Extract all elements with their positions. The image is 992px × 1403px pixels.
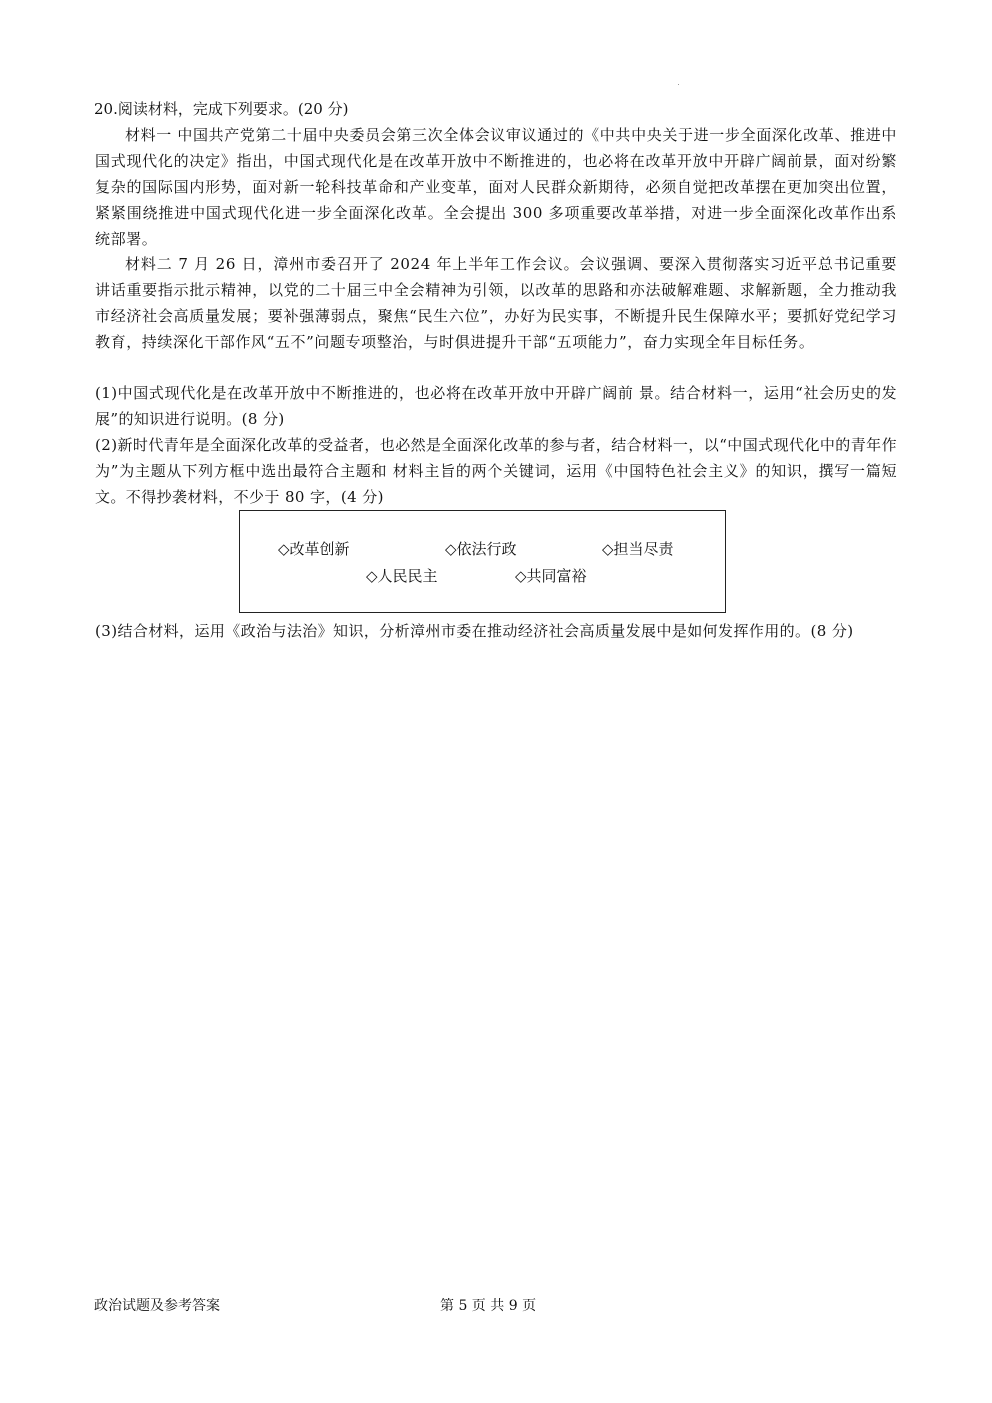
footer-document-title: 政治试题及参考答案	[94, 1298, 220, 1314]
sub-question-2: (2)新时代青年是全面深化改革的受益者，也必然是全面深化改革的参与者，结合材料一，以“中国式现代化中的青年作为”为主题从下列方框中选出最符合主题和 材料主旨的两个关键词，运用《中国特色社会主义》的知识，撰写一篇短文。不得抄袭材料，不少于 80 字，(4 分)	[95, 436, 897, 506]
material-2: 材料二 7 月 26 日，漳州市委召开了 2024 年上半年工作会议。会议强调、要深入贯彻落实习近平总书记重要讲话重要指示批示精神，以党的二十届三中全会精神为引领，以改革的思路和亦法破解难题、求解新题，全力推动我市经济社会高质量发展；要补强薄弱点，聚焦“民生六位”，办好为民实事，不断提升民生保障水平；要抓好党纪学习教育，持续深化干部作风“五不”问题专项整治，与时俱进提升干部“五项能力”，奋力实现全年目标任务。	[95, 255, 897, 351]
question-title: 20.阅读材料，完成下列要求。(20 分)	[94, 100, 349, 118]
keyword-option: ◇改革创新	[278, 540, 350, 558]
keyword-option: ◇担当尽责	[602, 540, 674, 558]
footer-page-number: 第 5 页 共 9 页	[440, 1298, 537, 1314]
keyword-option: ◇人民民主	[366, 567, 438, 585]
sub-question-3: (3)结合材料，运用《政治与法治》知识，分析漳州市委在推动经济社会高质量发展中是如何发挥作用的。(8 分)	[95, 622, 854, 640]
keyword-box	[239, 510, 726, 613]
sub-question-1: (1)中国式现代化是在改革开放中不断推进的，也必将在改革开放中开辟广阔前 景。结合材料一，运用“社会历史的发展”的知识进行说明。(8 分)	[95, 384, 897, 428]
keyword-option: ◇依法行政	[445, 540, 517, 558]
scan-speck	[678, 84, 679, 85]
material-1: 材料一 中国共产党第二十届中央委员会第三次全体会议审议通过的《中共中央关于进一步全面深化改革、推进中国式现代化的决定》指出，中国式现代化是在改革开放中不断推进的，也必将在改革开放中开辟广阔前景，面对纷繁复杂的国际国内形势，面对新一轮科技革命和产业变革，面对人民群众新期待，必须自觉把改革摆在更加突出位置，紧紧围绕推进中国式现代化进一步全面深化改革。全会提出 300 多项重要改革举措，对进一步全面深化改革作出系统部署。	[95, 126, 897, 248]
keyword-option: ◇共同富裕	[515, 567, 587, 585]
